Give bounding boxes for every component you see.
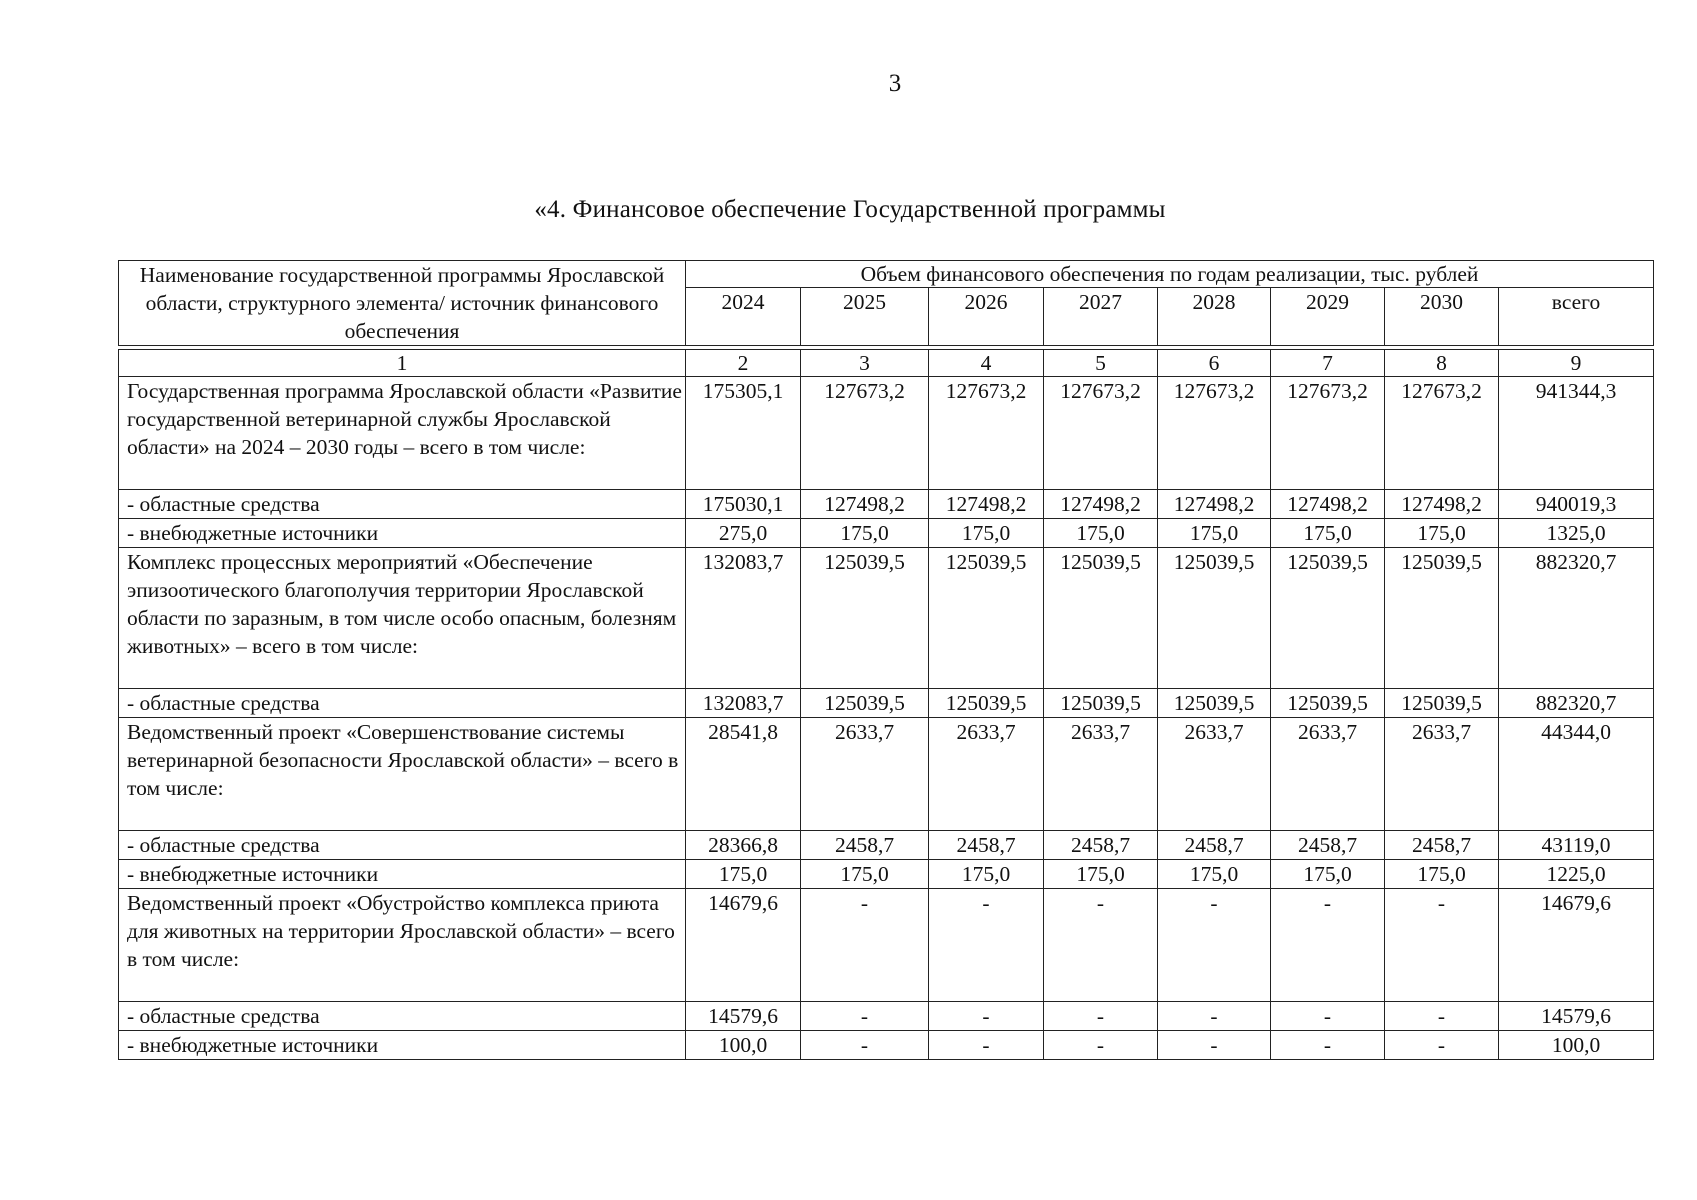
table-row	[119, 490, 1654, 519]
year-value-cell: 2458,7	[1044, 831, 1158, 860]
year-value-cell: 175,0	[1158, 860, 1271, 889]
row-name-cell: Ведомственный проект «Обустройство комплекса приюта для животных на территории Ярославской области» – всего в том числе:	[119, 889, 686, 1002]
year-value-cell: 127498,2	[1271, 490, 1385, 519]
total-value-cell: 14679,6	[1499, 889, 1654, 1002]
year-value-cell: -	[801, 1002, 929, 1031]
year-value-cell: 14579,6	[686, 1002, 801, 1031]
total-value-cell: 882320,7	[1499, 689, 1654, 718]
year-value-cell: -	[929, 889, 1044, 1002]
row-name-cell: Государственная программа Ярославской области «Развитие государственной ветеринарной службы Ярославской области» на 2024 – 2030 годы – всего в том числе:	[119, 377, 686, 490]
year-value-cell: 125039,5	[1385, 548, 1499, 689]
total-value-cell: 44344,0	[1499, 718, 1654, 831]
total-value-cell: 43119,0	[1499, 831, 1654, 860]
header-row-group	[119, 261, 1654, 288]
data-rows	[119, 377, 1654, 1060]
year-value-cell: 125039,5	[929, 548, 1044, 689]
column-number: 7	[1271, 350, 1385, 377]
year-value-cell: 175,0	[1158, 519, 1271, 548]
year-value-cell: 2633,7	[929, 718, 1044, 831]
year-header-2026: 2026	[929, 288, 1044, 346]
year-value-cell: -	[1158, 1002, 1271, 1031]
row-name-cell: Комплекс процессных мероприятий «Обеспечение эпизоотического благополучия территории Ярославской области по заразным, в том числе особо опасным, болезням животных» – всего в том числе:	[119, 548, 686, 689]
total-value-cell: 941344,3	[1499, 377, 1654, 490]
year-value-cell: 2633,7	[1385, 718, 1499, 831]
year-value-cell: 175,0	[686, 860, 801, 889]
table-body	[119, 346, 1654, 377]
year-value-cell: -	[1044, 889, 1158, 1002]
column-number: 5	[1044, 350, 1158, 377]
year-value-cell: 2633,7	[1158, 718, 1271, 831]
year-value-cell: -	[1385, 1031, 1499, 1060]
year-value-cell: -	[1271, 1002, 1385, 1031]
total-value-cell: 1325,0	[1499, 519, 1654, 548]
year-value-cell: 2458,7	[929, 831, 1044, 860]
column-number: 1	[119, 350, 686, 377]
year-value-cell: 127673,2	[929, 377, 1044, 490]
year-value-cell: 175,0	[1044, 519, 1158, 548]
page-number: 3	[888, 70, 902, 97]
year-value-cell: 2458,7	[1158, 831, 1271, 860]
year-value-cell: 14679,6	[686, 889, 801, 1002]
total-header: всего	[1499, 288, 1654, 346]
column-number: 4	[929, 350, 1044, 377]
year-value-cell: 125039,5	[1044, 548, 1158, 689]
year-value-cell: -	[1044, 1031, 1158, 1060]
year-value-cell: 125039,5	[801, 689, 929, 718]
row-name-cell: - внебюджетные источники	[119, 1031, 686, 1060]
row-name-cell: - внебюджетные источники	[119, 519, 686, 548]
year-value-cell: -	[801, 1031, 929, 1060]
year-value-cell: -	[1271, 889, 1385, 1002]
year-header-2029: 2029	[1271, 288, 1385, 346]
year-value-cell: 100,0	[686, 1031, 801, 1060]
year-value-cell: 275,0	[686, 519, 801, 548]
financing-table	[118, 260, 1654, 1060]
year-value-cell: 127498,2	[1158, 490, 1271, 519]
name-column-header: Наименование государственной программы Ярославской области, структурного элемента/ источник финансового обеспечения	[119, 261, 686, 346]
year-value-cell: -	[1044, 1002, 1158, 1031]
table-row	[119, 1031, 1654, 1060]
year-value-cell: 175,0	[929, 519, 1044, 548]
year-value-cell: -	[929, 1002, 1044, 1031]
year-value-cell: 125039,5	[1158, 689, 1271, 718]
year-value-cell: 127498,2	[1385, 490, 1499, 519]
year-value-cell: -	[1158, 1031, 1271, 1060]
column-number: 3	[801, 350, 929, 377]
year-value-cell: 127673,2	[1271, 377, 1385, 490]
column-number: 8	[1385, 350, 1499, 377]
year-value-cell: 2633,7	[801, 718, 929, 831]
year-value-cell: 127673,2	[1385, 377, 1499, 490]
year-value-cell: 132083,7	[686, 548, 801, 689]
year-value-cell: -	[1158, 889, 1271, 1002]
year-value-cell: -	[1385, 889, 1499, 1002]
table-row	[119, 1002, 1654, 1031]
year-value-cell: 125039,5	[929, 689, 1044, 718]
total-value-cell: 14579,6	[1499, 1002, 1654, 1031]
year-value-cell: 127673,2	[801, 377, 929, 490]
financing-table-wrapper	[118, 260, 1653, 1060]
year-value-cell: 175,0	[801, 519, 929, 548]
total-value-cell: 100,0	[1499, 1031, 1654, 1060]
year-value-cell: 175,0	[1044, 860, 1158, 889]
year-value-cell: 28366,8	[686, 831, 801, 860]
year-value-cell: 2633,7	[1271, 718, 1385, 831]
year-value-cell: 175,0	[1385, 519, 1499, 548]
year-value-cell: 127498,2	[1044, 490, 1158, 519]
row-name-cell: - областные средства	[119, 831, 686, 860]
column-numbers-row	[119, 350, 1654, 377]
year-value-cell: 125039,5	[1158, 548, 1271, 689]
table-header	[119, 261, 1654, 346]
year-value-cell: 132083,7	[686, 689, 801, 718]
year-value-cell: 2458,7	[801, 831, 929, 860]
year-value-cell: 175,0	[1271, 860, 1385, 889]
table-row	[119, 519, 1654, 548]
year-value-cell: 125039,5	[1385, 689, 1499, 718]
year-header-2024: 2024	[686, 288, 801, 346]
row-name-cell: - областные средства	[119, 1002, 686, 1031]
row-name-cell: Ведомственный проект «Совершенствование системы ветеринарной безопасности Ярославской области» – всего в том числе:	[119, 718, 686, 831]
year-value-cell: 175305,1	[686, 377, 801, 490]
section-title: «4. Финансовое обеспечение Государственной программы	[534, 196, 1166, 223]
year-value-cell: 127498,2	[929, 490, 1044, 519]
year-value-cell: 175,0	[801, 860, 929, 889]
year-value-cell: -	[929, 1031, 1044, 1060]
year-value-cell: -	[1385, 1002, 1499, 1031]
year-value-cell: 125039,5	[1271, 548, 1385, 689]
column-number: 6	[1158, 350, 1271, 377]
column-number: 9	[1499, 350, 1654, 377]
year-value-cell: 127498,2	[801, 490, 929, 519]
year-value-cell: -	[1271, 1031, 1385, 1060]
year-value-cell: 2633,7	[1044, 718, 1158, 831]
year-value-cell: 127673,2	[1044, 377, 1158, 490]
year-value-cell: 2458,7	[1385, 831, 1499, 860]
table-row	[119, 377, 1654, 490]
year-value-cell: 2458,7	[1271, 831, 1385, 860]
year-header-2028: 2028	[1158, 288, 1271, 346]
year-value-cell: -	[801, 889, 929, 1002]
year-value-cell: 125039,5	[1044, 689, 1158, 718]
year-value-cell: 175,0	[1385, 860, 1499, 889]
year-value-cell: 28541,8	[686, 718, 801, 831]
table-row	[119, 689, 1654, 718]
year-header-2027: 2027	[1044, 288, 1158, 346]
year-header-2030: 2030	[1385, 288, 1499, 346]
row-name-cell: - внебюджетные источники	[119, 860, 686, 889]
total-value-cell: 882320,7	[1499, 548, 1654, 689]
row-name-cell: - областные средства	[119, 689, 686, 718]
table-row	[119, 860, 1654, 889]
year-value-cell: 175,0	[1271, 519, 1385, 548]
table-row	[119, 889, 1654, 1002]
year-value-cell: 125039,5	[801, 548, 929, 689]
year-value-cell: 125039,5	[1271, 689, 1385, 718]
column-number: 2	[686, 350, 801, 377]
year-value-cell: 175,0	[929, 860, 1044, 889]
table-row	[119, 718, 1654, 831]
table-row	[119, 831, 1654, 860]
total-value-cell: 1225,0	[1499, 860, 1654, 889]
total-value-cell: 940019,3	[1499, 490, 1654, 519]
year-value-cell: 127673,2	[1158, 377, 1271, 490]
year-value-cell: 175030,1	[686, 490, 801, 519]
row-name-cell: - областные средства	[119, 490, 686, 519]
table-row	[119, 548, 1654, 689]
funding-group-header: Объем финансового обеспечения по годам реализации, тыс. рублей	[686, 261, 1654, 288]
year-header-2025: 2025	[801, 288, 929, 346]
